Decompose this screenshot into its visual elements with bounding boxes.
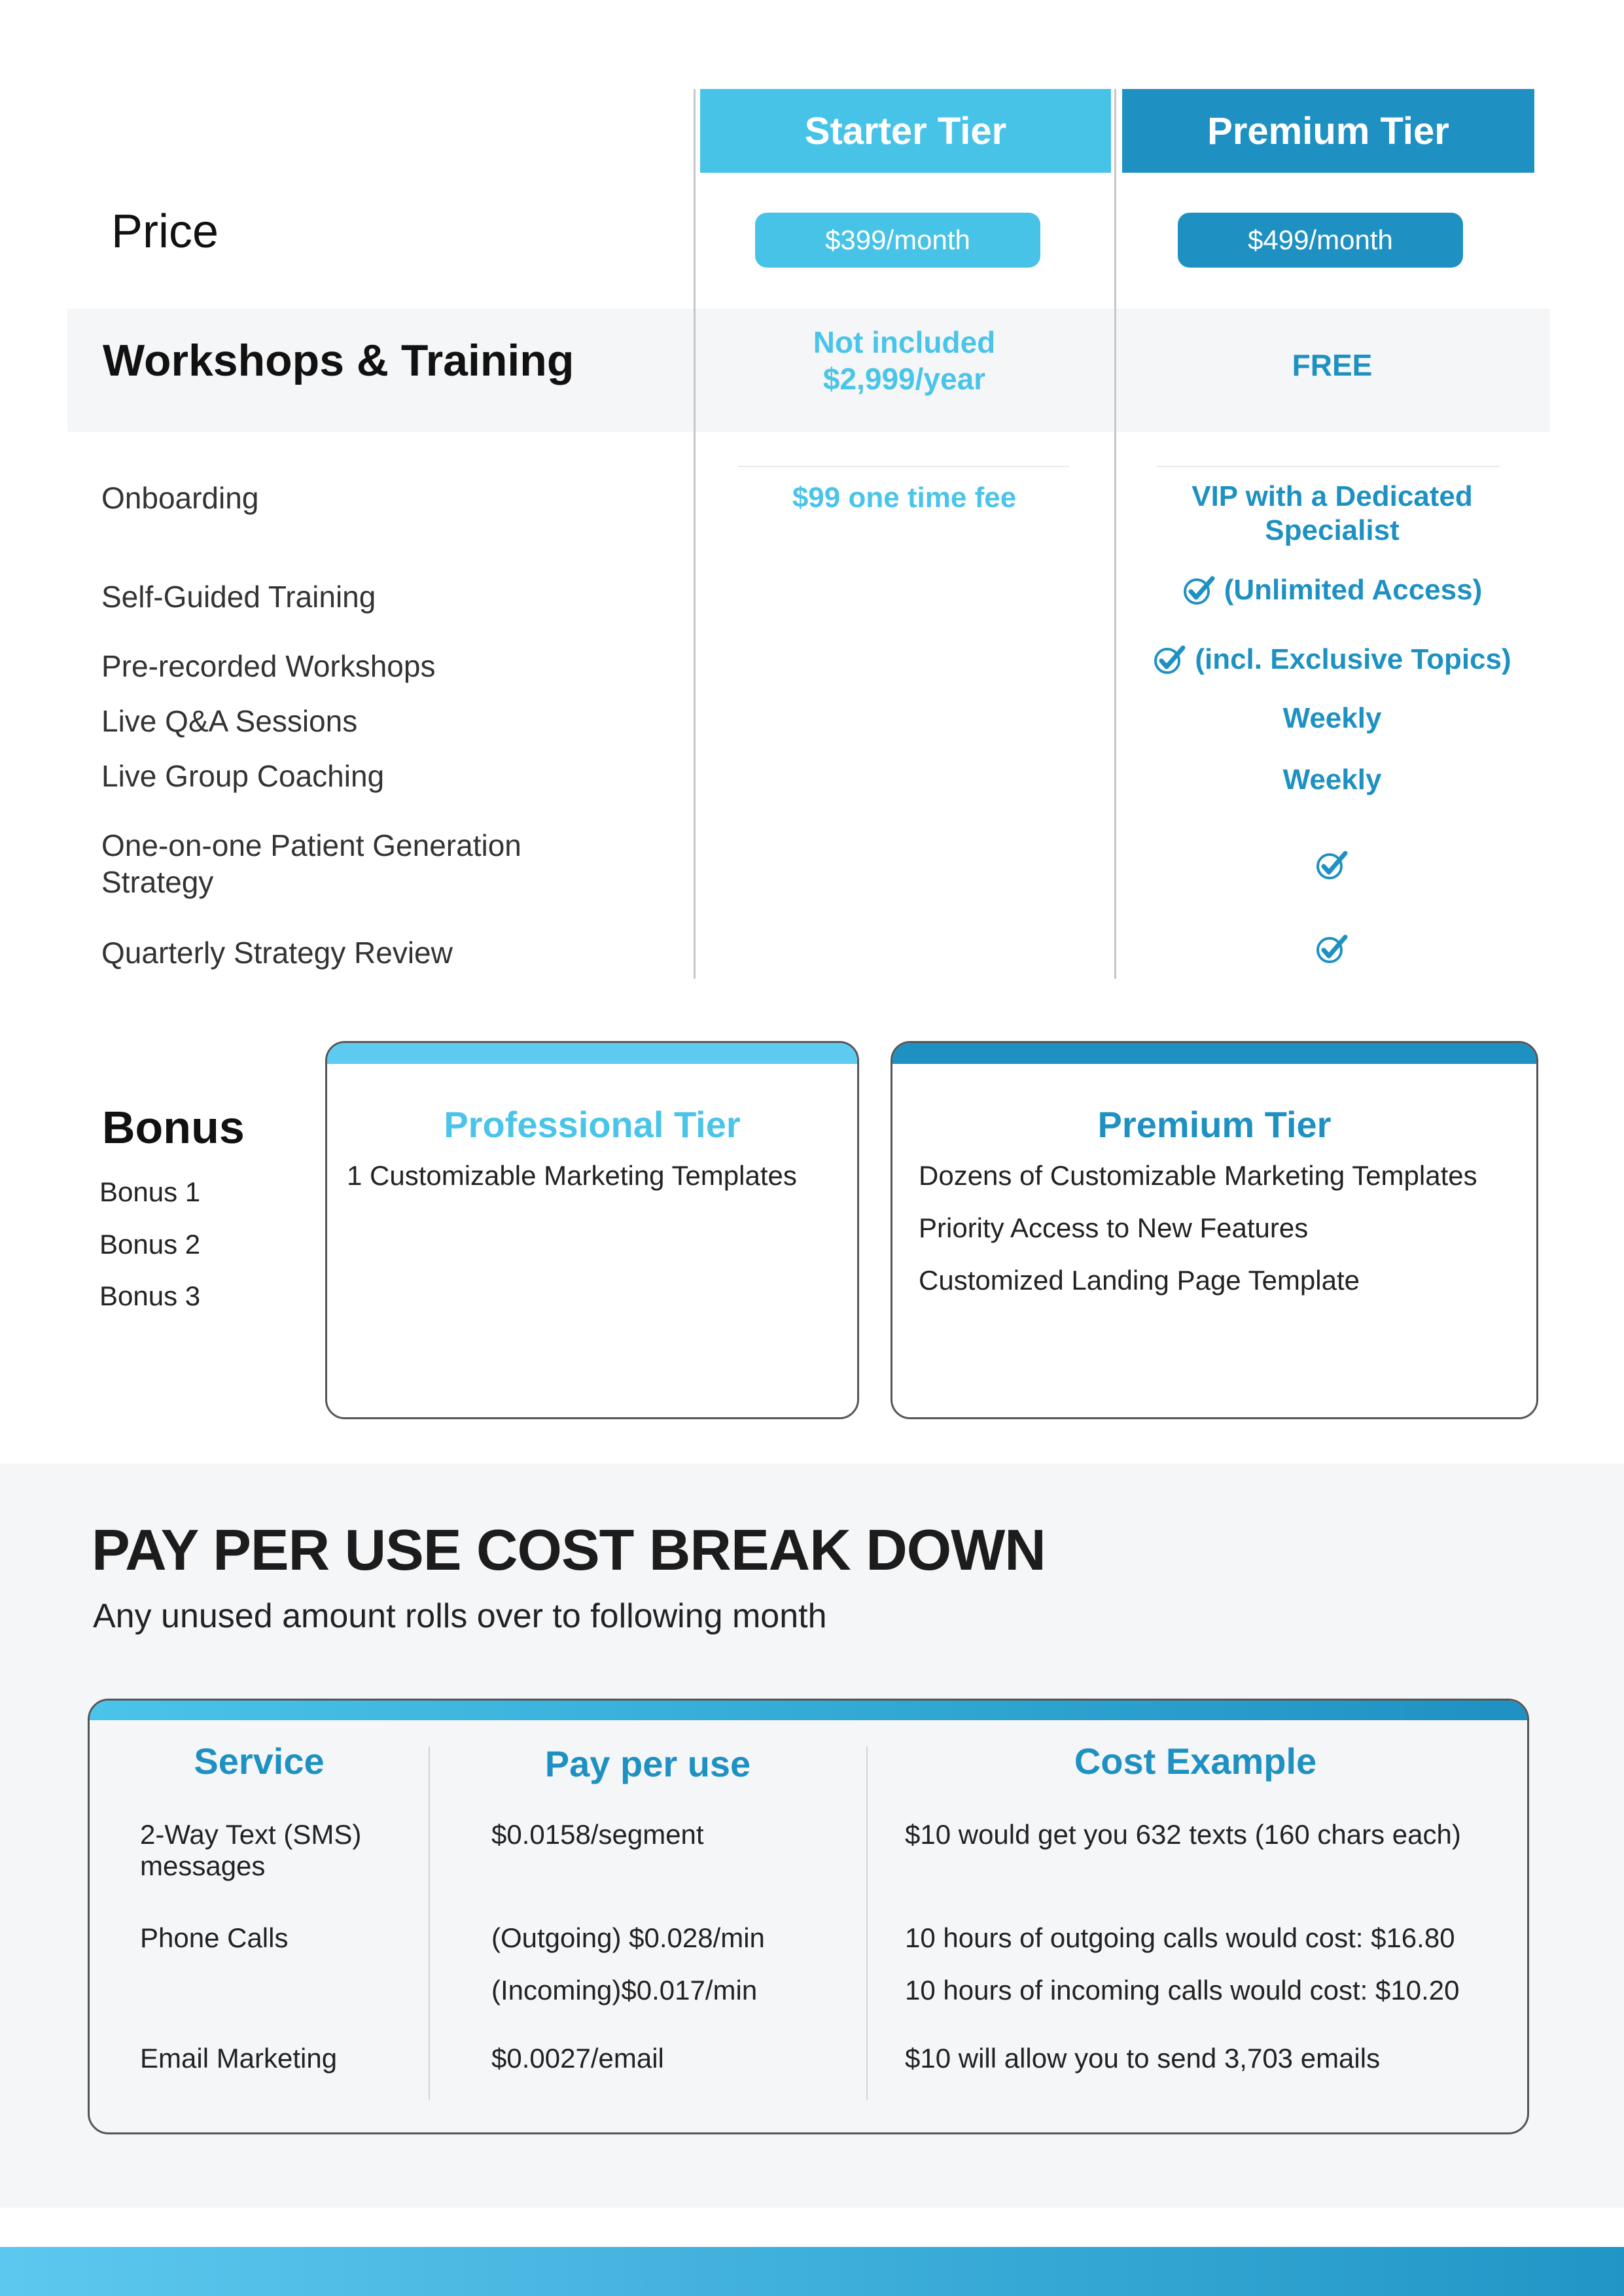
bonus-item: Bonus 3 xyxy=(99,1280,201,1311)
starter-workshops-status: Not included xyxy=(813,325,996,359)
ppu-column-divider xyxy=(429,1746,430,2100)
premium-self-guided-text: (Unlimited Access) xyxy=(1224,574,1483,606)
premium-card-title: Premium Tier xyxy=(1097,1104,1332,1145)
premium-price-badge: $499/month xyxy=(1178,213,1463,268)
professional-card-title: Professional Tier xyxy=(444,1104,741,1145)
ppu-pay-phone-incoming: (Incoming)$0.017/min xyxy=(491,1975,758,2005)
card-accent-bar xyxy=(892,1043,1536,1064)
starter-workshops-cell xyxy=(696,324,1112,397)
ppu-accent-bar xyxy=(90,1701,1527,1720)
ppu-column-divider xyxy=(866,1746,868,2100)
feature-live-group-coaching: Live Group Coaching xyxy=(101,759,385,793)
feature-label-line: Strategy xyxy=(101,865,214,899)
check-badge-icon xyxy=(1315,932,1349,966)
premium-quarterly-review-cell xyxy=(1116,932,1548,966)
premium-onboarding-cell xyxy=(1116,480,1548,548)
starter-tier-title: Starter Tier xyxy=(804,109,1007,152)
ppu-header-example: Cost Example xyxy=(1074,1740,1317,1782)
starter-workshops-price: $2,999/year xyxy=(822,362,986,396)
premium-bonus-line: Priority Access to New Features xyxy=(919,1212,1309,1243)
ppu-service-line: messages xyxy=(140,1850,266,1881)
ppu-example-phone-incoming: 10 hours of incoming calls would cost: $10.20 xyxy=(905,1975,1460,2005)
check-badge-icon xyxy=(1153,643,1187,677)
feature-quarterly-strategy-review: Quarterly Strategy Review xyxy=(101,936,453,970)
ppu-pay-sms: $0.0158/segment xyxy=(491,1819,704,1850)
workshops-title: Workshops & Training xyxy=(103,336,574,385)
check-badge-icon xyxy=(1182,573,1216,607)
ppu-service-phone: Phone Calls xyxy=(140,1922,289,1953)
ppu-table xyxy=(88,1699,1529,2134)
premium-live-coaching-cell: Weekly xyxy=(1282,764,1382,796)
row-separator xyxy=(1157,466,1500,467)
ppu-service-sms xyxy=(140,1818,361,1882)
starter-tier-header xyxy=(700,89,1111,173)
ppu-title: PAY PER USE COST BREAK DOWN xyxy=(92,1517,1046,1582)
ppu-example-phone-outgoing: 10 hours of outgoing calls would cost: $16.80 xyxy=(905,1922,1455,1953)
premium-pre-recorded-cell xyxy=(1116,643,1548,677)
ppu-pay-phone-outgoing: (Outgoing) $0.028/min xyxy=(491,1922,765,1953)
premium-bonus-line: Dozens of Customizable Marketing Templates xyxy=(919,1160,1477,1191)
footer-band xyxy=(0,2247,1624,2296)
premium-tier-header xyxy=(1122,89,1534,173)
starter-onboarding-cell: $99 one time fee xyxy=(792,482,1017,514)
feature-onboarding: Onboarding xyxy=(101,481,259,515)
bonus-title: Bonus xyxy=(102,1102,245,1153)
premium-onboarding-line: Specialist xyxy=(1265,514,1400,546)
premium-pre-recorded-text: (incl. Exclusive Topics) xyxy=(1195,643,1511,675)
feature-one-on-one-strategy xyxy=(101,827,521,900)
professional-bonus-line: 1 Customizable Marketing Templates xyxy=(347,1160,797,1191)
ppu-header-service: Service xyxy=(194,1740,325,1782)
professional-bonus-card xyxy=(325,1041,859,1419)
premium-one-on-one-cell xyxy=(1116,848,1548,882)
feature-live-qa-sessions: Live Q&A Sessions xyxy=(101,704,358,738)
premium-live-qa-cell: Weekly xyxy=(1282,702,1382,734)
bonus-item: Bonus 1 xyxy=(99,1176,201,1207)
ppu-example-email: $10 will allow you to send 3,703 emails xyxy=(905,2043,1381,2074)
ppu-subtitle: Any unused amount rolls over to following month xyxy=(93,1597,827,1635)
row-separator xyxy=(738,466,1069,467)
premium-self-guided-cell xyxy=(1116,573,1548,607)
ppu-header-pay: Pay per use xyxy=(544,1743,751,1784)
price-label: Price xyxy=(111,205,219,258)
card-accent-bar xyxy=(327,1043,857,1064)
premium-bonus-line: Customized Landing Page Template xyxy=(919,1265,1360,1296)
check-badge-icon xyxy=(1315,848,1349,882)
premium-tier-title: Premium Tier xyxy=(1207,109,1449,152)
premium-bonus-card xyxy=(891,1041,1538,1419)
ppu-pay-email: $0.0027/email xyxy=(491,2043,664,2074)
feature-label-line: One-on-one Patient Generation xyxy=(101,828,521,862)
premium-onboarding-line: VIP with a Dedicated xyxy=(1192,480,1473,512)
premium-workshops-cell: FREE xyxy=(1292,348,1373,382)
ppu-service-line: 2-Way Text (SMS) xyxy=(140,1819,362,1850)
ppu-service-email: Email Marketing xyxy=(140,2043,338,2074)
column-divider xyxy=(694,89,696,979)
ppu-example-sms: $10 would get you 632 texts (160 chars each) xyxy=(905,1819,1461,1850)
feature-pre-recorded-workshops: Pre-recorded Workshops xyxy=(101,649,436,683)
feature-self-guided-training: Self-Guided Training xyxy=(101,580,376,614)
bonus-item: Bonus 2 xyxy=(99,1229,201,1260)
starter-price-badge: $399/month xyxy=(755,213,1040,268)
